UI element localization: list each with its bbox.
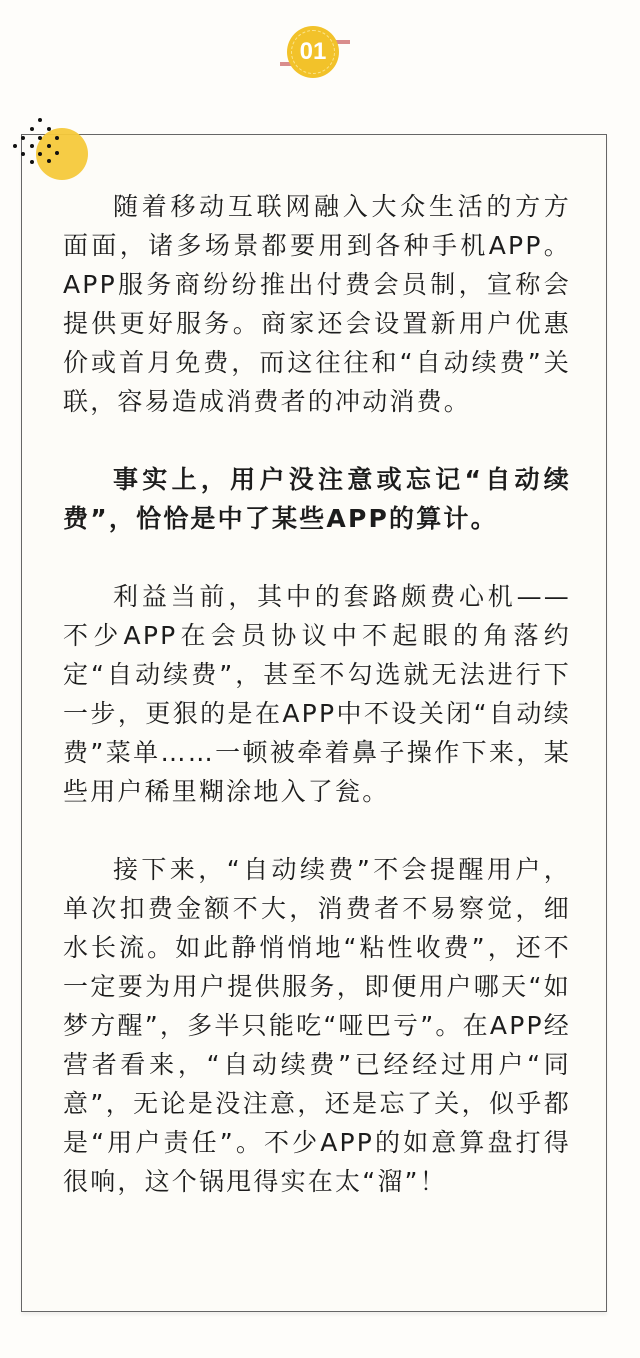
dot-decoration [47, 144, 51, 148]
dot-decoration [38, 118, 42, 122]
dot-decoration [13, 144, 17, 148]
dot-decoration [47, 127, 51, 131]
paragraph-consequences: 接下来，“自动续费”不会提醒用户，单次扣费金额不大，消费者不易察觉，细水长流。如此静悄悄地“粘性收费”，还不一定要为用户提供服务，即便用户哪天“如梦方醒”，多半只能吃“哑巴亏”。在APP经营者看来，“自动续费”已经经过用户“同意”，无论是没注意，还是忘了关，似乎都是“用户责任”。不少APP的如意算盘打得很响，这个锅甩得实在太“溜”！ [63, 855, 571, 1196]
dot-decoration [47, 159, 51, 163]
section-number: 01 [299, 38, 327, 65]
dot-decoration [38, 152, 42, 156]
dot-decoration [55, 151, 59, 155]
paragraph-tricks: 利益当前，其中的套路颇费心机——不少APP在会员协议中不起眼的角落约定“自动续费”，甚至不勾选就无法进行下一步，更狠的是在APP中不设关闭“自动续费”菜单……一顿被牵着鼻子操作下来，某些用户稀里糊涂地入了瓮。 [63, 582, 571, 806]
dot-decoration [30, 127, 34, 131]
article-body [63, 187, 571, 1240]
dot-decoration [21, 136, 25, 140]
dot-decoration [30, 160, 34, 164]
dot-decoration [21, 152, 25, 156]
dot-decoration [30, 144, 34, 148]
paragraph-intro: 随着移动互联网融入大众生活的方方面面，诸多场景都要用到各种手机APP。APP服务商纷纷推出付费会员制，宣称会提供更好服务。商家还会设置新用户优惠价或首月免费，而这往往和“自动续费”关联，容易造成消费者的冲动消费。 [63, 192, 571, 416]
dotted-sun-icon [8, 112, 88, 182]
dot-decoration [55, 136, 59, 140]
sun-circle [36, 128, 88, 180]
section-number-badge [287, 26, 339, 78]
paragraph-emphasis: 事实上，用户没注意或忘记“自动续费”，恰恰是中了某些APP的算计。 [63, 465, 571, 533]
dot-decoration [38, 136, 42, 140]
